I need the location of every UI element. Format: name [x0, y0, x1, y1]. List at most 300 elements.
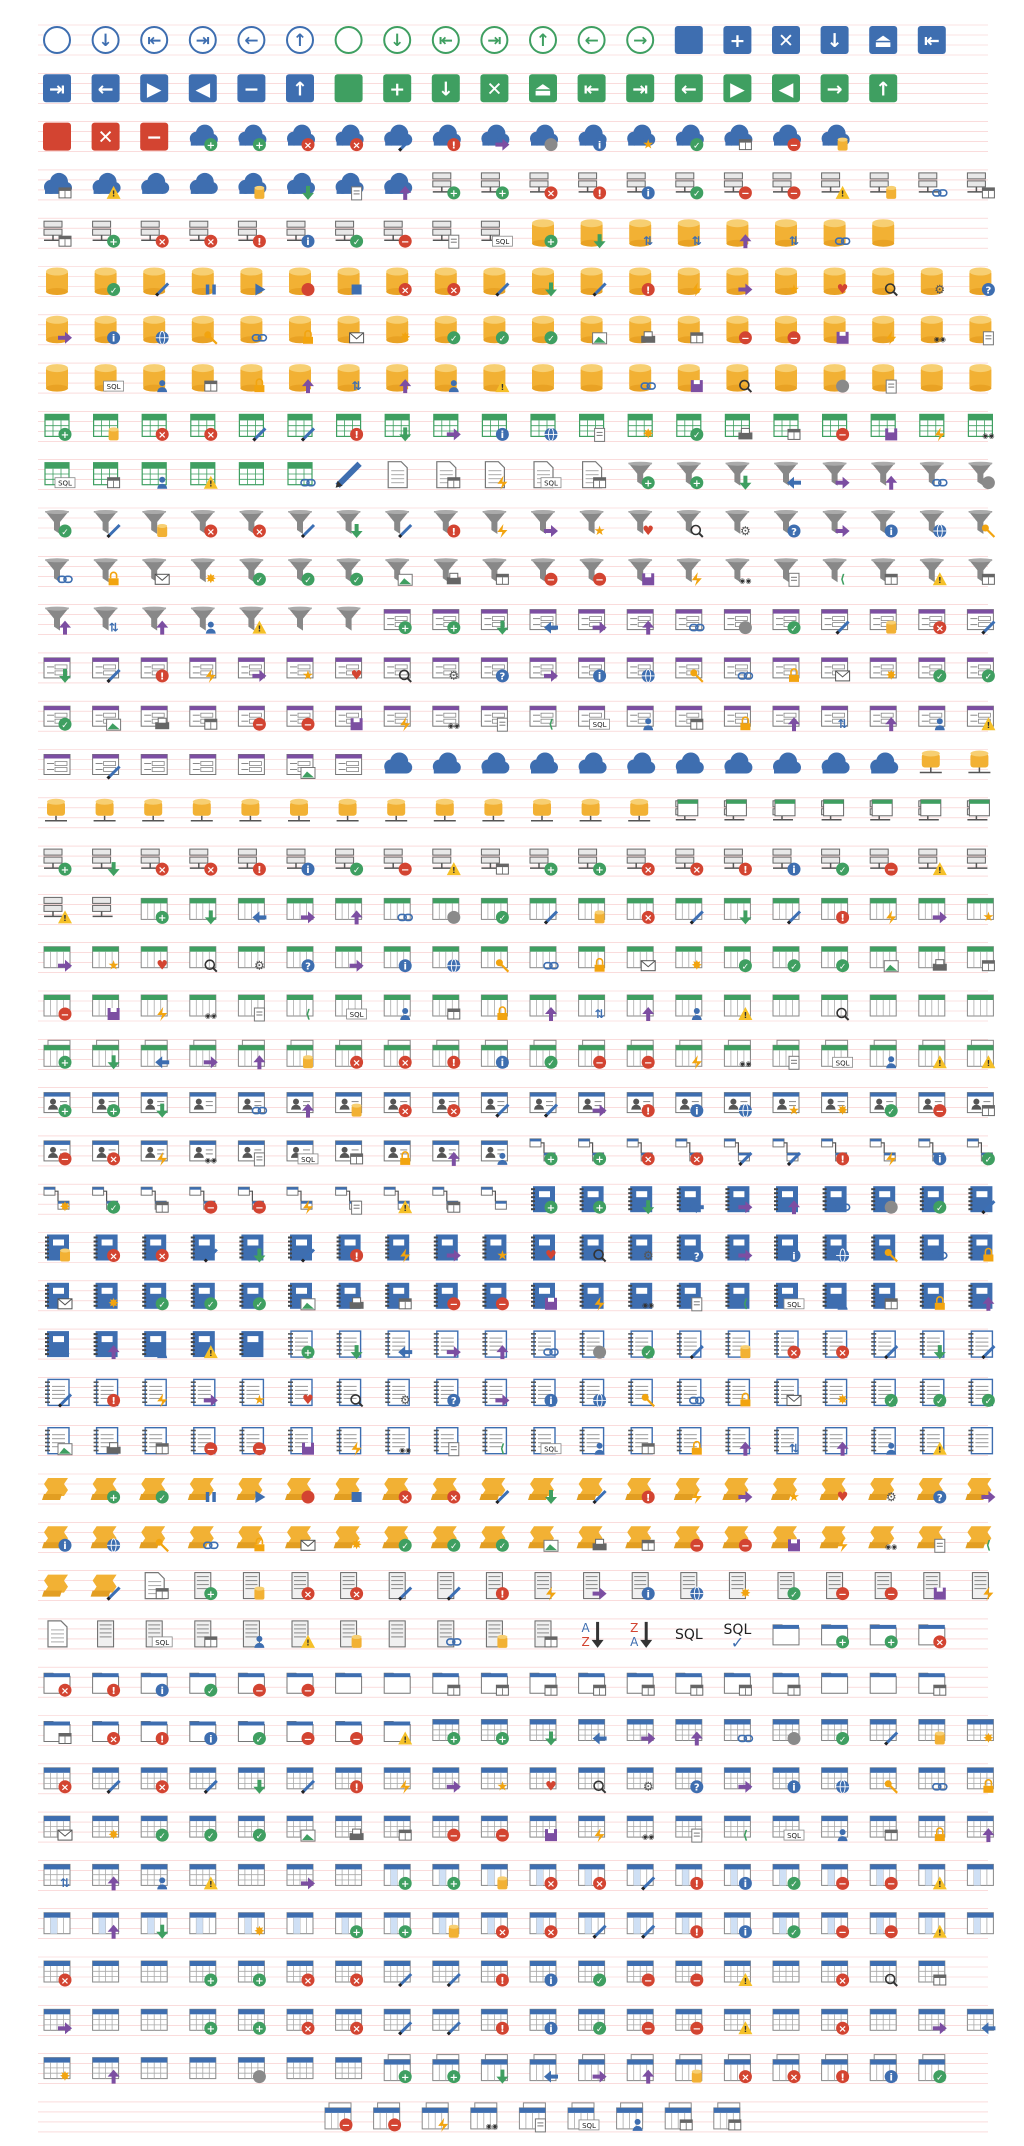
svg-text:◉◉: ◉◉	[448, 722, 460, 730]
server-database-icon	[870, 173, 896, 199]
table-badge-icon	[205, 719, 217, 729]
note-down-icon	[920, 1331, 946, 1359]
gear-badge-icon	[643, 1780, 654, 1794]
colsel-move-icon	[967, 1864, 993, 1885]
svg-text:✓: ✓	[158, 1301, 166, 1311]
table-badge-icon	[691, 333, 703, 343]
svg-text:⇥: ⇥	[487, 31, 501, 51]
error-badge-icon	[642, 1104, 655, 1117]
svg-text:!: !	[403, 1204, 407, 1213]
svg-text:✓: ✓	[693, 190, 701, 200]
svg-text:◀: ◀	[195, 78, 210, 100]
svg-text:⚙: ⚙	[740, 524, 751, 538]
svg-text:+: +	[450, 189, 458, 200]
table-badge-icon	[739, 140, 751, 150]
sheet-sync-icon	[44, 1864, 70, 1890]
svg-text:!: !	[452, 866, 456, 875]
cloud-server-icon	[773, 753, 801, 774]
stack-minus-icon	[579, 1040, 607, 1069]
database-warning-icon	[483, 364, 509, 392]
form-down-icon	[44, 658, 71, 683]
note-share-icon	[482, 1428, 506, 1456]
database-badge-icon	[303, 1055, 313, 1068]
sheet-table-icon	[384, 1816, 411, 1840]
updown-badge-icon	[789, 234, 799, 248]
note-pen-icon	[968, 1331, 994, 1358]
cloud-server-icon	[676, 753, 704, 774]
svg-text:✓: ✓	[353, 576, 361, 586]
svg-text:?: ?	[694, 1251, 700, 1262]
sheet-import-icon	[433, 1768, 461, 1793]
form-warning-icon	[967, 706, 995, 730]
table-badge-icon	[642, 1540, 654, 1550]
form-table-icon	[676, 706, 703, 729]
new-badge-icon	[740, 1586, 751, 1601]
sql-badge-icon	[541, 478, 561, 488]
filter-check-icon	[239, 558, 266, 586]
info-badge-icon	[399, 959, 412, 972]
form-key-icon	[676, 658, 703, 682]
remove-badge-icon	[399, 1056, 412, 1069]
sheet-minus-icon	[433, 1816, 461, 1842]
svg-text:⇅: ⇅	[352, 379, 362, 393]
svg-text:✓: ✓	[207, 1301, 215, 1311]
save-badge-icon	[642, 573, 654, 585]
table-icon	[967, 849, 987, 868]
remove-badge-icon	[156, 1249, 169, 1262]
svg-text:!: !	[987, 1059, 991, 1068]
filter-import-icon	[823, 510, 850, 537]
database-down-icon	[532, 268, 557, 297]
svg-text:+: +	[109, 237, 117, 248]
svg-text:✓: ✓	[256, 576, 264, 586]
cell-delete-icon	[44, 1961, 72, 1987]
svg-text:−: −	[401, 865, 409, 876]
cols-search-icon	[822, 995, 849, 1020]
note-search-icon	[337, 1379, 363, 1406]
colsel-edit-icon	[627, 1864, 654, 1889]
stack-table-icon	[714, 2103, 741, 2130]
up-badge-icon	[885, 476, 897, 490]
down-badge-icon	[739, 476, 751, 490]
book-mail-icon	[45, 1283, 72, 1309]
star-badge-icon	[983, 910, 995, 925]
database-error-icon	[629, 268, 655, 297]
folder-icon	[336, 1673, 362, 1693]
server-minus-icon	[384, 849, 412, 876]
note-users-icon	[580, 1428, 605, 1455]
folder-table-icon	[44, 1722, 71, 1744]
cols-warning-icon	[724, 995, 752, 1020]
prev-badge-icon	[787, 477, 801, 489]
cols-info-icon	[384, 947, 412, 973]
svg-text:▶: ▶	[730, 78, 745, 100]
script-lock-icon	[236, 1526, 264, 1551]
svg-text:×: ×	[207, 527, 215, 538]
colsel-add-icon	[336, 1913, 364, 1939]
database-table-icon	[678, 316, 703, 344]
stack-prev-icon	[530, 2055, 558, 2083]
table-badge-icon	[642, 1685, 654, 1695]
tower-table-icon	[195, 1621, 217, 1647]
contact-check-icon	[870, 1093, 898, 1118]
database-record-icon	[289, 268, 315, 297]
delete-badge-icon	[399, 1491, 412, 1504]
form-database-icon	[870, 610, 896, 634]
svg-text:!: !	[209, 1349, 213, 1358]
database-doc-icon	[969, 316, 993, 345]
database-icon	[46, 268, 68, 296]
table-badge-icon	[982, 574, 994, 584]
database-badge-icon	[497, 1635, 507, 1648]
svg-text:+: +	[450, 623, 458, 634]
svg-text:✓: ✓	[693, 141, 701, 151]
square-first-icon	[578, 74, 606, 102]
info-badge-icon	[593, 138, 606, 151]
image-badge-icon	[884, 961, 898, 972]
filter-edit-icon	[94, 510, 120, 537]
svg-text:✸: ✸	[60, 1200, 71, 1215]
grid-link-icon	[288, 463, 315, 486]
new-badge-icon	[351, 1538, 362, 1553]
sheet-gear-icon	[627, 1768, 653, 1794]
database-search-icon	[872, 268, 897, 296]
svg-text:!: !	[452, 140, 457, 151]
svg-text:✓: ✓	[742, 963, 750, 973]
add-badge-icon	[545, 1201, 558, 1214]
cols-down-icon	[724, 898, 751, 924]
folder-table-icon	[919, 1673, 946, 1695]
database-web-icon	[143, 316, 169, 345]
svg-text:♥: ♥	[351, 669, 363, 684]
cols-prev-icon	[238, 898, 266, 923]
record-badge-icon	[302, 283, 315, 296]
script-minus-icon	[674, 1526, 704, 1552]
server-link-icon	[919, 173, 947, 196]
save-badge-icon	[351, 718, 363, 730]
stack-delete-icon	[336, 1040, 364, 1069]
record-badge-icon	[302, 1491, 315, 1504]
check-badge-icon	[204, 1297, 217, 1310]
svg-text:⚙: ⚙	[643, 1248, 654, 1262]
table-server-icon	[822, 800, 844, 820]
form-edit-icon	[93, 755, 120, 779]
database-badge-icon	[497, 1876, 507, 1889]
note-web-icon	[580, 1379, 607, 1407]
circle-first-icon	[433, 27, 459, 53]
folder-icon	[773, 1625, 799, 1645]
server-remove-icon	[190, 849, 218, 876]
grid-minus-icon	[823, 414, 850, 441]
note-check-icon	[968, 1379, 995, 1407]
book-doc-icon	[677, 1283, 702, 1311]
svg-text:↓: ↓	[827, 30, 843, 52]
database-badge-icon	[740, 1345, 750, 1358]
minus-badge-icon	[447, 1829, 460, 1842]
cols-import-icon	[919, 898, 947, 923]
check-badge-icon	[107, 1201, 120, 1214]
sheet-edit-icon	[93, 1768, 120, 1793]
cols-key-icon	[481, 947, 508, 972]
binoculars-badge-icon	[205, 1157, 217, 1165]
note-up-icon	[823, 1428, 849, 1456]
add-badge-icon	[253, 138, 266, 151]
script-icon	[42, 1478, 68, 1500]
colsel-new-icon	[238, 1913, 265, 1940]
database-save-icon	[824, 316, 849, 344]
database-icon	[921, 364, 943, 392]
svg-text:×: ×	[936, 623, 944, 634]
filter-check-icon	[337, 558, 364, 586]
svg-text:i: i	[306, 237, 309, 248]
book-icon	[239, 1331, 263, 1357]
colsel-remove-icon	[579, 1864, 607, 1890]
edit-badge-icon	[108, 525, 120, 537]
add-badge-icon	[593, 1201, 606, 1214]
form-magic-icon	[336, 755, 362, 775]
pen-badge-icon	[399, 525, 411, 537]
form-icon	[190, 755, 216, 775]
form-import-icon	[530, 658, 558, 682]
svg-text:⇥: ⇥	[49, 78, 65, 100]
filter-next-icon	[823, 462, 850, 489]
svg-text:⟨: ⟨	[305, 1007, 310, 1021]
info-badge-icon	[739, 1877, 752, 1890]
svg-text:×: ×	[450, 1106, 458, 1117]
doc-icon	[388, 462, 407, 488]
relation-warning-icon	[384, 1187, 412, 1213]
check-badge-icon	[739, 959, 752, 972]
sync-badge-icon	[595, 1007, 605, 1021]
cols-link-icon	[384, 898, 412, 920]
book-remove-icon	[142, 1235, 169, 1263]
svg-text:⚙: ⚙	[934, 282, 945, 296]
folder-minus-icon	[238, 1673, 266, 1697]
database-lock-icon	[240, 364, 264, 392]
book-down-icon	[239, 1235, 265, 1263]
svg-text:SQL: SQL	[495, 238, 509, 246]
cell-remove-icon	[336, 1961, 364, 1987]
minus-badge-icon	[59, 1008, 72, 1021]
cloud-table-icon	[44, 173, 72, 198]
error-badge-icon	[253, 235, 266, 248]
book-share-icon	[725, 1283, 749, 1311]
cols-heart-icon	[141, 947, 168, 974]
doc-badge-icon	[254, 1008, 264, 1021]
book-lock-icon	[968, 1235, 993, 1262]
relation-edit-icon	[724, 1139, 751, 1165]
doc-badge-icon	[935, 1539, 945, 1552]
sql-badge-icon	[298, 1154, 318, 1164]
filter-warning-icon	[239, 607, 266, 634]
colsel-left-icon	[190, 1913, 216, 1934]
filter-import-icon	[531, 510, 558, 537]
svg-text:−: −	[450, 1300, 458, 1311]
check-badge-icon	[593, 1974, 606, 1987]
save-badge-icon	[934, 1588, 946, 1600]
svg-text:!: !	[258, 624, 262, 633]
svg-text:+: +	[255, 140, 263, 151]
heart-badge-icon	[837, 1490, 849, 1505]
svg-text:✸: ✸	[205, 572, 216, 587]
doc-badge-icon	[983, 332, 993, 345]
doc-badge-icon	[789, 573, 799, 586]
svg-text:!: !	[840, 1155, 845, 1166]
sql-text-icon	[675, 1627, 703, 1643]
book-import-icon	[434, 1235, 461, 1262]
relation-bolt-icon	[870, 1139, 896, 1166]
remove-badge-icon	[253, 525, 266, 538]
save-badge-icon	[302, 1443, 314, 1455]
error-badge-icon	[447, 1056, 460, 1069]
table-badge-icon	[448, 1009, 460, 1019]
book-up-icon	[968, 1283, 994, 1311]
star-badge-icon	[302, 669, 314, 684]
svg-text:⇅: ⇅	[643, 234, 653, 248]
add-badge-icon	[593, 1152, 606, 1165]
doc-badge-icon	[449, 235, 459, 248]
book-warning-icon	[191, 1331, 218, 1358]
form-up-icon	[773, 706, 800, 731]
minus-badge-icon	[836, 1877, 849, 1890]
svg-text:→: →	[827, 78, 843, 100]
check-badge-icon	[593, 2022, 606, 2035]
database-icon	[532, 364, 554, 392]
filter-up-icon	[142, 607, 168, 635]
relation-add-icon	[530, 1139, 558, 1166]
book-image-icon	[288, 1283, 315, 1310]
info-badge-icon	[545, 2022, 558, 2035]
add-badge-icon	[447, 1877, 460, 1890]
book-bolt-icon	[580, 1283, 605, 1311]
remove-badge-icon	[350, 1974, 363, 1987]
add-badge-icon	[447, 621, 460, 634]
stack-sql-icon	[568, 2103, 599, 2130]
form-print-icon	[141, 706, 169, 729]
filter-star-icon	[580, 510, 606, 539]
error-badge-icon	[156, 669, 169, 682]
colsel-delete-icon	[481, 1913, 509, 1939]
svg-text:!: !	[257, 865, 262, 876]
note-sql-icon	[531, 1428, 561, 1454]
book-minus-icon	[434, 1283, 461, 1311]
cloud-icon	[141, 173, 169, 194]
relation-table-icon	[141, 1187, 168, 1212]
table-badge-icon	[59, 236, 71, 246]
minus-badge-icon	[788, 138, 801, 151]
svg-text:→: →	[633, 31, 647, 51]
form-lock-icon	[773, 658, 799, 682]
svg-text:+: +	[61, 865, 69, 876]
table-badge-icon	[594, 1685, 606, 1695]
heart-badge-icon	[302, 1393, 314, 1408]
delete-badge-icon	[642, 863, 655, 876]
table-badge-icon	[680, 2120, 692, 2130]
database-badge-icon	[886, 186, 896, 199]
cols-link-icon	[530, 947, 558, 969]
svg-text:!: !	[744, 1011, 748, 1020]
add-badge-icon	[204, 2022, 217, 2035]
circle-first-icon	[141, 27, 167, 53]
svg-text:−: −	[595, 1058, 603, 1069]
svg-text:!: !	[840, 913, 845, 924]
database-sync-icon	[629, 219, 653, 248]
svg-text:i: i	[598, 140, 601, 151]
svg-text:↑: ↑	[536, 31, 550, 51]
down-badge-icon	[351, 524, 363, 538]
help-badge-icon	[496, 669, 509, 682]
form-bolt-icon	[190, 658, 216, 683]
cols-print-icon	[919, 947, 947, 971]
database-up-icon	[289, 364, 314, 393]
sheet-icon	[238, 1864, 264, 1885]
check-badge-icon	[447, 331, 460, 344]
info-badge-icon	[204, 1732, 217, 1745]
book-table-icon	[871, 1283, 897, 1309]
table-warning-icon	[44, 897, 72, 923]
script-binoculars-icon	[868, 1526, 897, 1551]
sheet-prev-icon	[579, 1720, 607, 1745]
link-badge-icon	[933, 480, 947, 486]
cloud-down-icon	[287, 173, 315, 200]
colsel-error-icon	[676, 1864, 704, 1890]
form-check-icon	[44, 706, 72, 731]
check-badge-icon	[788, 1877, 801, 1890]
script-edit-icon	[91, 1575, 120, 1600]
server-add-icon	[93, 221, 121, 248]
book-up-icon	[94, 1331, 120, 1359]
cell-check-icon	[579, 2009, 607, 2035]
filter-bar-icon	[968, 462, 995, 490]
key-badge-icon	[156, 1539, 169, 1552]
table-badge-icon	[448, 478, 460, 488]
grid-bolt-icon	[920, 414, 945, 441]
server-down-icon	[93, 849, 120, 876]
sync-badge-icon	[789, 1442, 799, 1456]
script-check-icon	[382, 1526, 412, 1552]
svg-text:!: !	[112, 190, 116, 199]
sheet-new-icon	[93, 1816, 120, 1843]
svg-text:−: −	[790, 189, 798, 200]
add-badge-icon	[642, 476, 655, 489]
web-badge-icon	[642, 669, 655, 682]
database-minus-icon	[726, 316, 752, 345]
remove-badge-icon	[350, 2022, 363, 2035]
server-minus-icon	[724, 173, 752, 200]
svg-text:⟨: ⟨	[743, 1297, 748, 1311]
tower-user-icon	[243, 1621, 264, 1648]
database-help-icon	[969, 268, 995, 297]
bolt-badge-icon	[497, 524, 507, 538]
svg-text:◉◉: ◉◉	[739, 577, 751, 585]
database-save-icon	[678, 364, 703, 392]
note-minus-icon	[239, 1428, 266, 1456]
sync-badge-icon	[109, 620, 119, 634]
cols-users-icon	[384, 995, 410, 1020]
svg-text:⇅: ⇅	[595, 1007, 605, 1021]
database-print-icon	[629, 316, 655, 344]
book-lock-icon	[920, 1283, 945, 1310]
cols-edit-icon	[676, 898, 703, 923]
svg-text:✓: ✓	[110, 1204, 118, 1214]
script-delete-icon	[382, 1478, 412, 1504]
cols-import-icon	[44, 947, 72, 972]
cols-add-icon	[141, 898, 169, 924]
server-info-icon	[627, 173, 655, 200]
database-star-icon	[775, 268, 800, 298]
database-up-icon	[386, 364, 411, 393]
note-save-icon	[288, 1428, 314, 1455]
